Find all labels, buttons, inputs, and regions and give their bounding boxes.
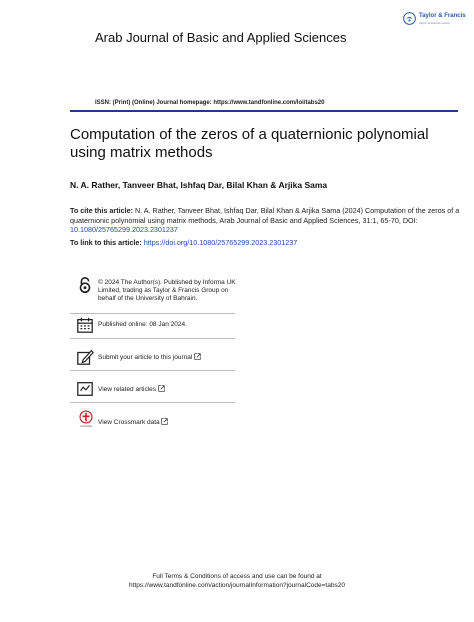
- crossmark-badge: [76, 410, 96, 432]
- open-access-icon: [76, 276, 94, 294]
- journal-title: Arab Journal of Basic and Applied Sciences: [95, 30, 347, 45]
- open-access-notice: © 2024 The Author(s). Published by Informa UK Limited, trading as Taylor & Francis Group on behalf of the University of Bahrain.: [98, 279, 236, 303]
- related-articles-link[interactable]: [98, 385, 165, 394]
- related-articles-icon: [76, 380, 94, 398]
- link-label: To link to this article:: [70, 238, 142, 247]
- publisher-name: Taylor & Francis: [419, 13, 466, 19]
- footer: [0, 573, 474, 590]
- taylor-francis-logo-icon: [403, 12, 416, 25]
- external-link-icon: [158, 385, 165, 392]
- crossmark-icon: [79, 410, 93, 424]
- doi-link[interactable]: 10.1080/25765299.2023.2301237: [70, 225, 178, 234]
- crossmark-label: View Crossmark data: [98, 419, 160, 426]
- issn-line: [95, 100, 324, 106]
- external-link-icon: [161, 418, 168, 425]
- related-articles-label: View related articles: [98, 386, 157, 393]
- calendar-icon: [76, 316, 94, 334]
- footer-line-1: Full Terms & Conditions of access and use can be found at: [152, 573, 322, 580]
- article-link[interactable]: https://doi.org/10.1080/25765299.2023.2301237: [143, 238, 298, 247]
- journal-homepage-link[interactable]: https://www.tandfonline.com/loi/tabs20: [213, 100, 325, 106]
- submit-article-label: Submit your article to this journal: [98, 354, 193, 361]
- header-rule: [70, 110, 458, 112]
- pencil-icon: [76, 348, 94, 366]
- cite-label: To cite this article:: [70, 206, 133, 215]
- crossmark-link[interactable]: [98, 418, 168, 427]
- cite-text: N. A. Rather, Tanveer Bhat, Ishfaq Dar, Bilal Khan & Arjika Sama (2024) Computation of the zeros of a quaternionic polynomial using matrix methods, Arab Journal of Basic and Applied Sciences, 31:1, 65-70, DOI:: [70, 206, 460, 225]
- external-link-icon: [194, 353, 201, 360]
- article-authors: N. A. Rather, Tanveer Bhat, Ishfaq Dar, Bilal Khan & Arjika Sama: [70, 180, 328, 190]
- article-title: Computation of the zeros of a quaternionic polynomial using matrix methods: [70, 126, 429, 161]
- issn-label: ISSN: (Print) (Online) Journal homepage:: [95, 100, 212, 106]
- crossmark-badge-label: CrossMark: [79, 425, 93, 428]
- divider: [70, 402, 235, 403]
- divider: [70, 370, 235, 371]
- publisher-tagline: Taylor & Francis Group: [419, 21, 450, 25]
- publisher-logo[interactable]: [403, 11, 473, 33]
- divider: [70, 313, 235, 314]
- published-date: Published online: 08 Jan 2024.: [98, 321, 187, 328]
- cite-block: [70, 206, 460, 235]
- divider: [70, 338, 235, 339]
- submit-article-link[interactable]: [98, 353, 201, 362]
- link-block: [70, 238, 297, 247]
- footer-terms-link[interactable]: https://www.tandfonline.com/action/journalInformation?journalCode=tabs20: [129, 581, 345, 589]
